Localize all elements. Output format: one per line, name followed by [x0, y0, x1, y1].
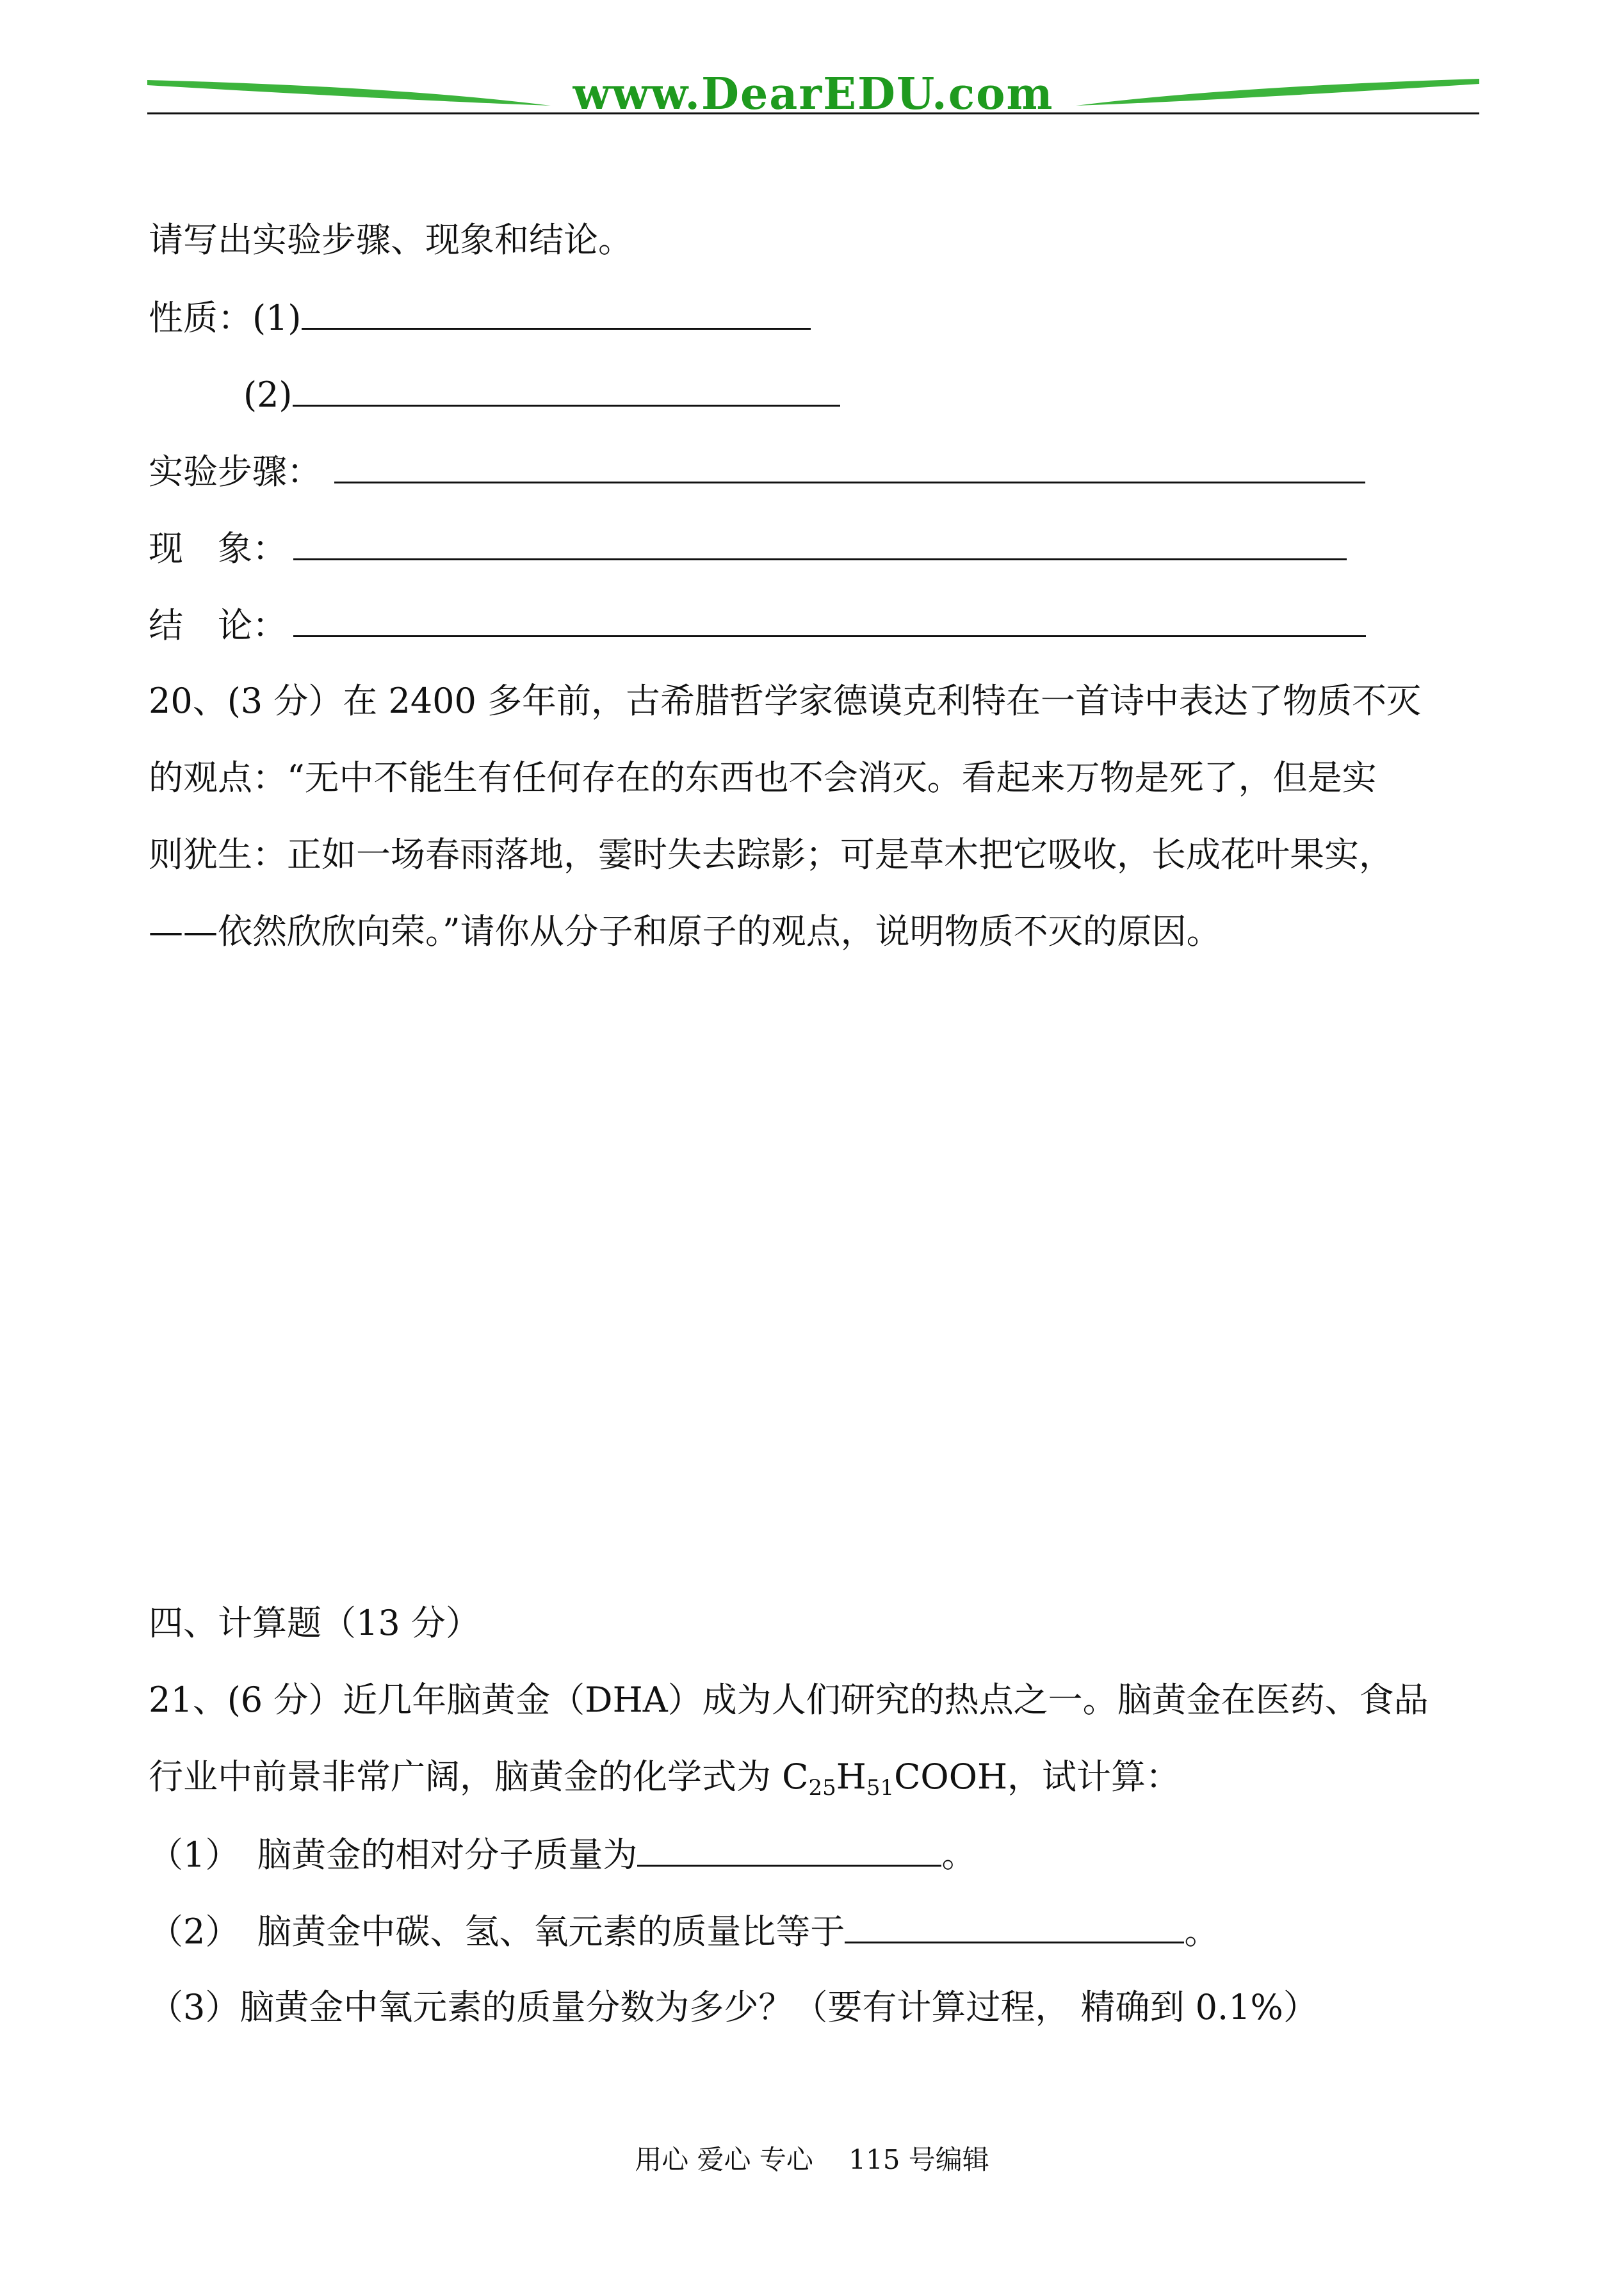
formula-subscript-hydrogen: 51: [866, 1775, 895, 1801]
q21-line-2-suffix: COOH，试计算：: [894, 1756, 1181, 1797]
q21-item-1-prefix: （1） 脑黄金的相对分子质量为: [149, 1835, 638, 1875]
page-header: [141, 61, 1486, 125]
q19-conclusion: [149, 602, 1366, 648]
q19-property-2: [243, 371, 840, 418]
answer-blank-steps[interactable]: [334, 448, 1365, 483]
q19-property-label: 性质：(1): [149, 298, 302, 338]
formula-hydrogen: H: [836, 1756, 866, 1797]
q21-item-2-suffix: 。: [1184, 1911, 1219, 1952]
q19-phenomenon: [149, 525, 1347, 571]
answer-blank-phenomenon[interactable]: [293, 525, 1347, 560]
q21-line-2-prefix: 行业中前景非常广阔，脑黄金的化学式为 C: [149, 1756, 809, 1797]
q19-property-1: [149, 295, 811, 341]
q19-steps-label: 实验步骤：: [149, 451, 321, 492]
q21-item-1: [149, 1831, 976, 1877]
q21-item-2-prefix: （2） 脑黄金中碳、氢、氧元素的质量比等于: [149, 1911, 845, 1952]
q20-line-1: 20、(3 分）在 2400 多年前，古希腊哲学家德谟克利特在一首诗中表达了物质不灭: [149, 681, 1422, 721]
q20-line-3: 则犹生：正如一场春雨落地，霎时失去踪影；可是草木把它吸收，长成花叶果实，: [149, 834, 1393, 875]
q21-item-3: （3）脑黄金中氧元素的质量分数为多少？（要有计算过程， 精确到 0.1%）: [149, 1987, 1318, 2027]
answer-blank-property-1[interactable]: [302, 295, 811, 330]
q21-item-1-suffix: 。: [941, 1835, 977, 1875]
answer-blank-property-2[interactable]: [293, 371, 840, 407]
q21-item-2: [149, 1908, 1219, 1954]
answer-blank-molecular-mass[interactable]: [637, 1831, 941, 1867]
site-logo: www.DearEDU.com: [572, 69, 1054, 120]
q19-property-2-label: (2): [243, 375, 293, 415]
section-4-title: 四、计算题（13 分）: [149, 1603, 480, 1643]
q20-line-2: 的观点：“无中不能生有任何存在的东西也不会消灭。看起来万物是死了，但是实: [149, 758, 1377, 798]
formula-subscript-carbon: 25: [808, 1775, 836, 1801]
q19-phenomenon-label: 现 象：: [149, 528, 287, 569]
q19-steps: [149, 448, 1365, 494]
q20-line-4: ——依然欣欣向荣。”请你从分子和原子的观点，说明物质不灭的原因。: [149, 911, 1221, 952]
q21-line-1: 21、(6 分）近几年脑黄金（DHA）成为人们研究的热点之一。脑黄金在医药、食品: [149, 1680, 1429, 1720]
q19-instruction: 请写出实验步骤、现象和结论。: [149, 220, 633, 260]
q19-conclusion-label: 结 论：: [149, 605, 287, 645]
answer-blank-mass-ratio[interactable]: [845, 1908, 1184, 1943]
q21-line-2: [149, 1755, 1180, 1810]
page-footer: 用心 爱心 专心 115 号编辑: [635, 2144, 989, 2175]
answer-blank-conclusion[interactable]: [293, 602, 1366, 637]
